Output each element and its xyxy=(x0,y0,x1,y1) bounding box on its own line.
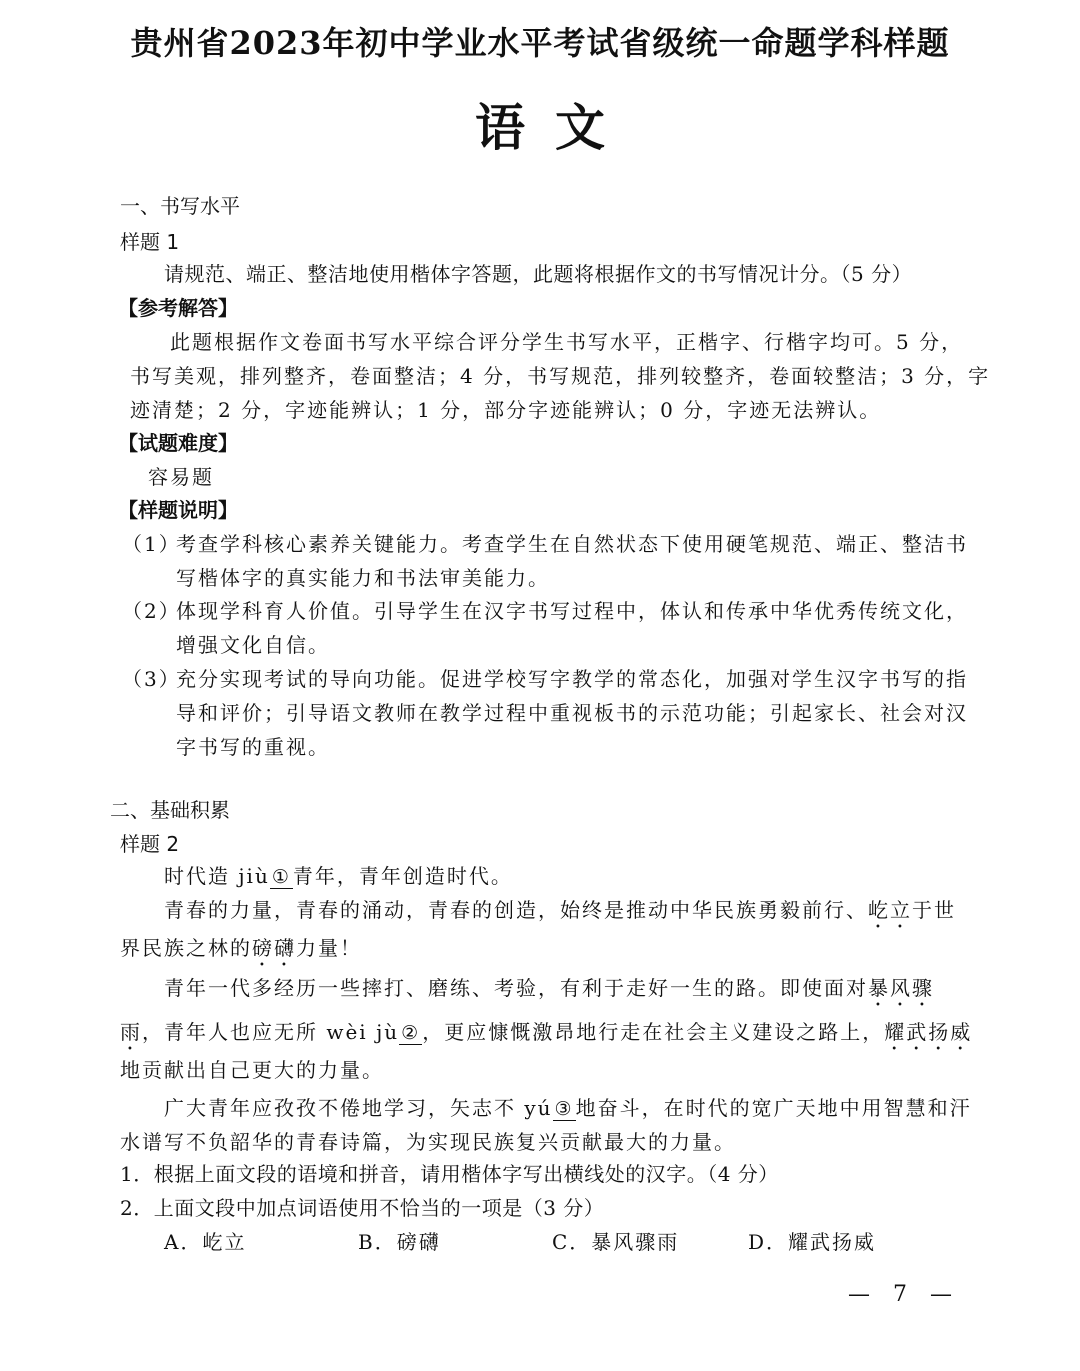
page-number: — 7 — xyxy=(848,1282,960,1307)
section2-heading: 二、基础积累 xyxy=(110,798,230,822)
dotted-word-4: 耀武扬威 xyxy=(884,1020,973,1044)
exam-title: 贵州省2023年初中学业水平考试省级统一命题学科样题 xyxy=(130,24,950,62)
answer-line-2: 书写美观，排列整齐，卷面整洁；4 分，书写规范，排列较整齐，卷面较整洁；3 分，字 xyxy=(130,364,991,388)
passage-line-5 xyxy=(120,1016,972,1055)
blank-marker-1: ① xyxy=(271,866,291,888)
sample2-label: 样题 2 xyxy=(120,832,180,856)
passage-text: 青年一代多经历一些摔打、磨练、考验，有利于走好一生的路。即使面对 xyxy=(164,976,868,1000)
point-2-line-1: 体现学科育人价值。引导学生在汉字书写过程中，体认和传承中华优秀传统文化， xyxy=(176,599,968,623)
point-3-line-2: 导和评价；引导语文教师在教学过程中重视板书的示范功能；引起家长、社会对汉 xyxy=(176,701,968,725)
point-2-line-2: 增强文化自信。 xyxy=(176,633,330,657)
option-d: D．耀武扬威 xyxy=(748,1230,877,1254)
passage-text: 力量！ xyxy=(296,936,362,960)
subject-title: 语文 xyxy=(475,98,635,157)
dotted-word-1: 屹立 xyxy=(868,898,912,922)
passage-line-3 xyxy=(120,932,362,971)
passage-line-8: 水谱写不负韶华的青春诗篇，为实现民族复兴贡献最大的力量。 xyxy=(120,1130,736,1154)
dotted-word-2: 磅礴 xyxy=(252,936,296,960)
passage-line-6: 地贡献出自己更大的力量。 xyxy=(120,1058,384,1082)
answer-blank-3 xyxy=(553,1096,576,1121)
question-1: 1．根据上面文段的语境和拼音，请用楷体字写出横线处的汉字。（4 分） xyxy=(120,1162,779,1186)
option-c: C．暴风骤雨 xyxy=(552,1230,680,1254)
point-1-num: （1） xyxy=(122,532,181,556)
section1-heading: 一、书写水平 xyxy=(120,194,240,218)
blank-marker-2: ② xyxy=(401,1022,421,1044)
passage-text: 时代造 jiù xyxy=(164,864,270,888)
answer-line-1: 此题根据作文卷面书写水平综合评分学生书写水平，正楷字、行楷字均可。5 分， xyxy=(170,330,964,354)
sample1-prompt: 请规范、端正、整洁地使用楷体字答题，此题将根据作文的书写情况计分。（5 分） xyxy=(164,262,913,286)
dotted-word-3-cont: 雨 xyxy=(120,1020,142,1044)
point-3-num: （3） xyxy=(122,667,181,691)
passage-line-1 xyxy=(164,860,513,889)
passage-text: 广大青年应孜孜不倦地学习，矢志不 yú xyxy=(164,1096,553,1120)
passage-text: ，更应慷慨激昂地行走在社会主义建设之路上， xyxy=(422,1020,885,1044)
passage-text: 界民族之林的 xyxy=(120,936,252,960)
explain-label: 【样题说明】 xyxy=(118,498,238,522)
passage-line-2 xyxy=(164,894,956,933)
passage-text: 地奋斗，在时代的宽广天地中用智慧和汗 xyxy=(575,1096,972,1120)
passage-text: 青年，青年创造时代。 xyxy=(292,864,513,888)
option-b: B．磅礴 xyxy=(358,1230,441,1254)
point-3-line-1: 充分实现考试的导向功能。促进学校写字教学的常态化，加强对学生汉字书写的指 xyxy=(176,667,968,691)
dotted-word-3: 暴风骤 xyxy=(868,976,934,1000)
passage-text: 青春的力量，青春的涌动，青春的创造，始终是推动中华民族勇毅前行、 xyxy=(164,898,868,922)
difficulty-value: 容易题 xyxy=(148,465,214,489)
question-2: 2．上面文段中加点词语使用不恰当的一项是（3 分） xyxy=(120,1196,605,1220)
answer-label: 【参考解答】 xyxy=(118,296,238,320)
point-2-num: （2） xyxy=(122,599,181,623)
answer-line-3: 迹清楚；2 分，字迹能辨认；1 分，部分字迹能辨认；0 分，字迹无法辨认。 xyxy=(130,398,882,422)
point-1-line-1: 考查学科核心素养关键能力。考查学生在自然状态下使用硬笔规范、端正、整洁书 xyxy=(176,532,968,556)
answer-blank-2 xyxy=(399,1020,422,1045)
sample1-label: 样题 1 xyxy=(120,230,180,254)
difficulty-label: 【试题难度】 xyxy=(118,431,238,455)
passage-line-7 xyxy=(164,1092,972,1121)
passage-text: 于世 xyxy=(912,898,956,922)
point-3-line-3: 字书写的重视。 xyxy=(176,735,330,759)
blank-marker-3: ③ xyxy=(554,1098,574,1120)
option-a: A．屹立 xyxy=(164,1230,247,1254)
passage-line-4 xyxy=(164,972,934,1011)
point-1-line-2: 写楷体字的真实能力和书法审美能力。 xyxy=(176,566,550,590)
answer-blank-1 xyxy=(270,864,293,889)
passage-text: ，青年人也应无所 wèi jù xyxy=(142,1020,400,1044)
